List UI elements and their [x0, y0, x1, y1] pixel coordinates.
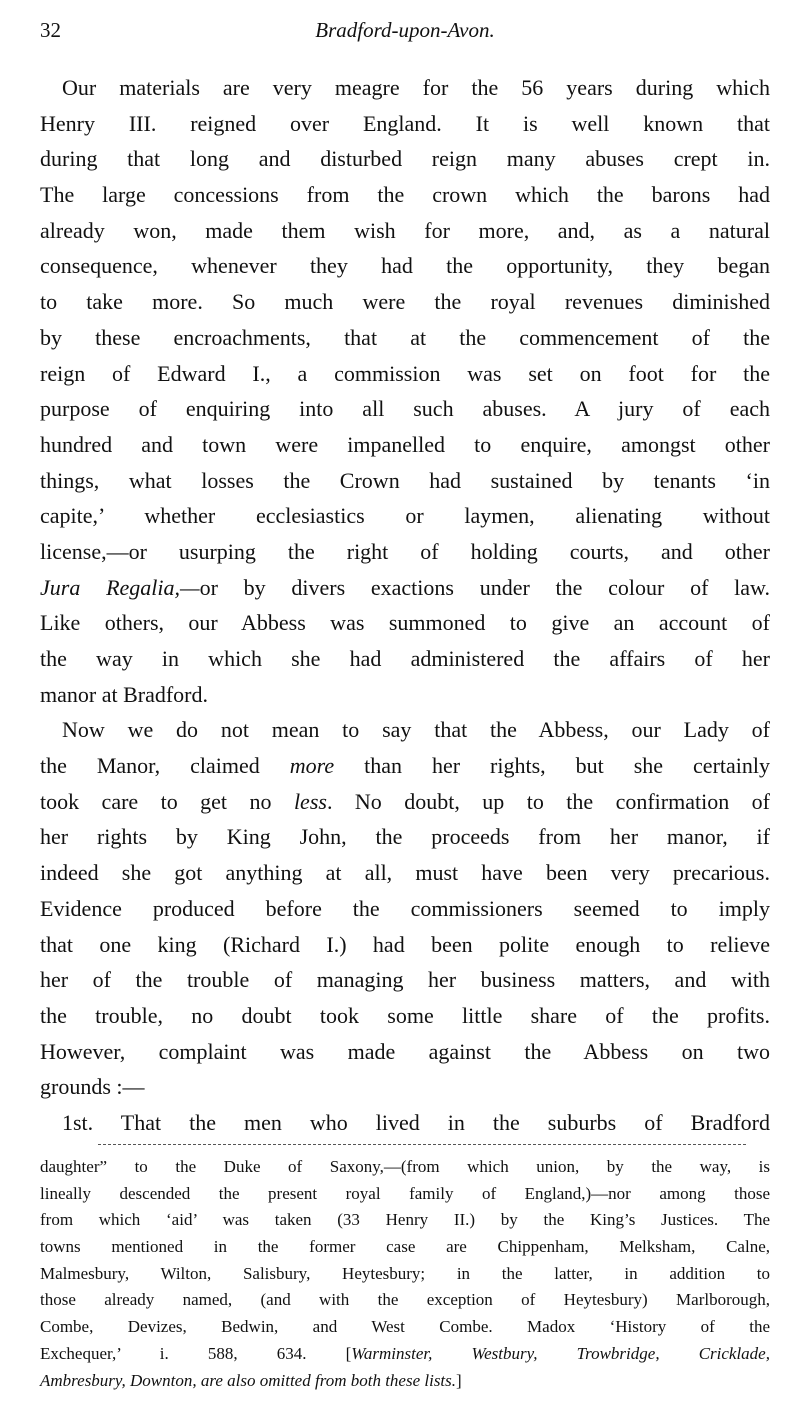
text: Like others, our Abbess was summoned to give an account of: [40, 610, 770, 636]
footnote-line: [40, 1154, 770, 1181]
text-line: [40, 213, 770, 249]
italic-text: Ambresbury, Downton, are also omitted from both these lists.: [40, 1370, 457, 1390]
text: the Manor, claimed: [40, 753, 290, 779]
footnote-line: [40, 1314, 770, 1341]
footnote-line: [40, 1287, 770, 1314]
text: consequence, whenever they had the opportunity, they began: [40, 253, 770, 279]
text: . No doubt, up to the confirmation of: [326, 788, 770, 814]
italic-text: Warminster, Westbury, Trowbridge, Cricklade,: [351, 1343, 770, 1363]
text-line: [40, 248, 770, 284]
italic-text: less: [293, 788, 327, 814]
footnote-line: [40, 1368, 770, 1395]
text-line: [40, 177, 770, 213]
text-line: [40, 391, 770, 427]
text: purpose of enquiring into all such abuses. A jury of each: [40, 396, 770, 422]
text-line: [40, 284, 770, 320]
text-line: [40, 1105, 770, 1141]
text: 1st. That the men who lived in the suburbs of Bradford: [62, 1109, 770, 1135]
body-text: [40, 70, 770, 1141]
text: Combe, Devizes, Bedwin, and West Combe. Madox ‘History of the: [40, 1317, 770, 1337]
footnote: [40, 1154, 770, 1394]
text-line: [40, 70, 770, 106]
text-line: [40, 605, 770, 641]
text: by these encroachments, that at the commencement of the: [40, 324, 770, 350]
text-line: [40, 641, 770, 677]
text-line: [40, 712, 770, 748]
page-header: [40, 18, 770, 48]
text: The large concessions from the crown which the barons had: [40, 182, 770, 208]
text: Our materials are very meagre for the 56 years during which: [62, 75, 770, 100]
text: capite,’ whether ecclesiastics or laymen, alienating without: [40, 503, 770, 529]
text: during that long and disturbed reign many abuses crept in.: [40, 146, 770, 172]
text-line: [40, 855, 770, 891]
text-line: [40, 1069, 770, 1105]
text: those already named, (and with the exception of Heytesbury) Marlborough,: [40, 1290, 770, 1310]
text-line: [40, 962, 770, 998]
footnote-line: [40, 1341, 770, 1368]
text: towns mentioned in the former case are Chippenham, Melksham, Calne,: [40, 1237, 770, 1257]
text: Exchequer,’ i. 588, 634. [: [40, 1343, 352, 1363]
text: daughter” to the Duke of Saxony,—(from which union, by the way, is: [40, 1157, 770, 1176]
text: Henry III. reigned over England. It is well known that: [40, 110, 770, 136]
text-line: [40, 534, 770, 570]
text-line: [40, 498, 770, 534]
text-line: [40, 677, 770, 713]
text: that one king (Richard I.) had been polite enough to relieve: [40, 931, 770, 957]
text-line: [40, 927, 770, 963]
text-line: [40, 819, 770, 855]
text-line: [40, 998, 770, 1034]
text: However, complaint was made against the Abbess on two: [40, 1038, 770, 1064]
text-line: [40, 891, 770, 927]
running-title: Bradford-upon-Avon.: [315, 18, 495, 42]
text: already won, made them wish for more, and, as a natural: [40, 217, 770, 243]
footnote-line: [40, 1234, 770, 1261]
text: Malmesbury, Wilton, Salisbury, Heytesbury; in the latter, in addition to: [40, 1263, 770, 1283]
text: took care to get no: [40, 788, 294, 814]
text-line: [40, 463, 770, 499]
text: lineally descended the present royal family of England,)—nor among those: [40, 1183, 770, 1203]
text: than her rights, but she certainly: [334, 753, 771, 779]
text-line: [40, 570, 770, 606]
text-line: [40, 356, 770, 392]
text: reign of Edward I., a commission was set on foot for the: [40, 360, 770, 386]
text: or by divers exactions under the colour of law.: [199, 574, 770, 600]
text: her of the trouble of managing her business matters, and with: [40, 967, 770, 993]
text: things, what losses the Crown had sustained by tenants ‘in: [40, 467, 770, 493]
text-line: [40, 427, 770, 463]
text: hundred and town were impanelled to enquire, amongst other: [40, 431, 770, 457]
text: the trouble, no doubt took some little share of the profits.: [40, 1002, 770, 1028]
text: indeed she got anything at all, must have been very precarious.: [40, 860, 770, 886]
footnote-separator: [98, 1144, 746, 1145]
text: the way in which she had administered the affairs of her: [40, 646, 770, 671]
text-line: [40, 1034, 770, 1070]
text-line: [40, 748, 770, 784]
italic-text: Jura Regalia,—: [40, 574, 200, 600]
footnote-line: [40, 1181, 770, 1208]
footnote-line: [40, 1261, 770, 1288]
text: ]: [456, 1370, 462, 1390]
footnote-line: [40, 1207, 770, 1234]
italic-text: more: [289, 753, 335, 779]
text: grounds :—: [40, 1074, 145, 1100]
text-line: [40, 106, 770, 142]
text: Now we do not mean to say that the Abbess, our Lady of: [62, 717, 770, 743]
text: from which ‘aid’ was taken (33 Henry II.) by the King’s Justices. The: [40, 1210, 770, 1230]
text-line: [40, 784, 770, 820]
text: to take more. So much were the royal revenues diminished: [40, 289, 770, 315]
text-line: [40, 320, 770, 356]
text-line: [40, 141, 770, 177]
text: her rights by King John, the proceeds from her manor, if: [40, 824, 770, 850]
text: Evidence produced before the commissioners seemed to imply: [40, 895, 770, 921]
text: license,—or usurping the right of holding courts, and other: [40, 538, 770, 564]
text: manor at Bradford.: [40, 681, 208, 707]
page-number: 32: [40, 18, 61, 42]
